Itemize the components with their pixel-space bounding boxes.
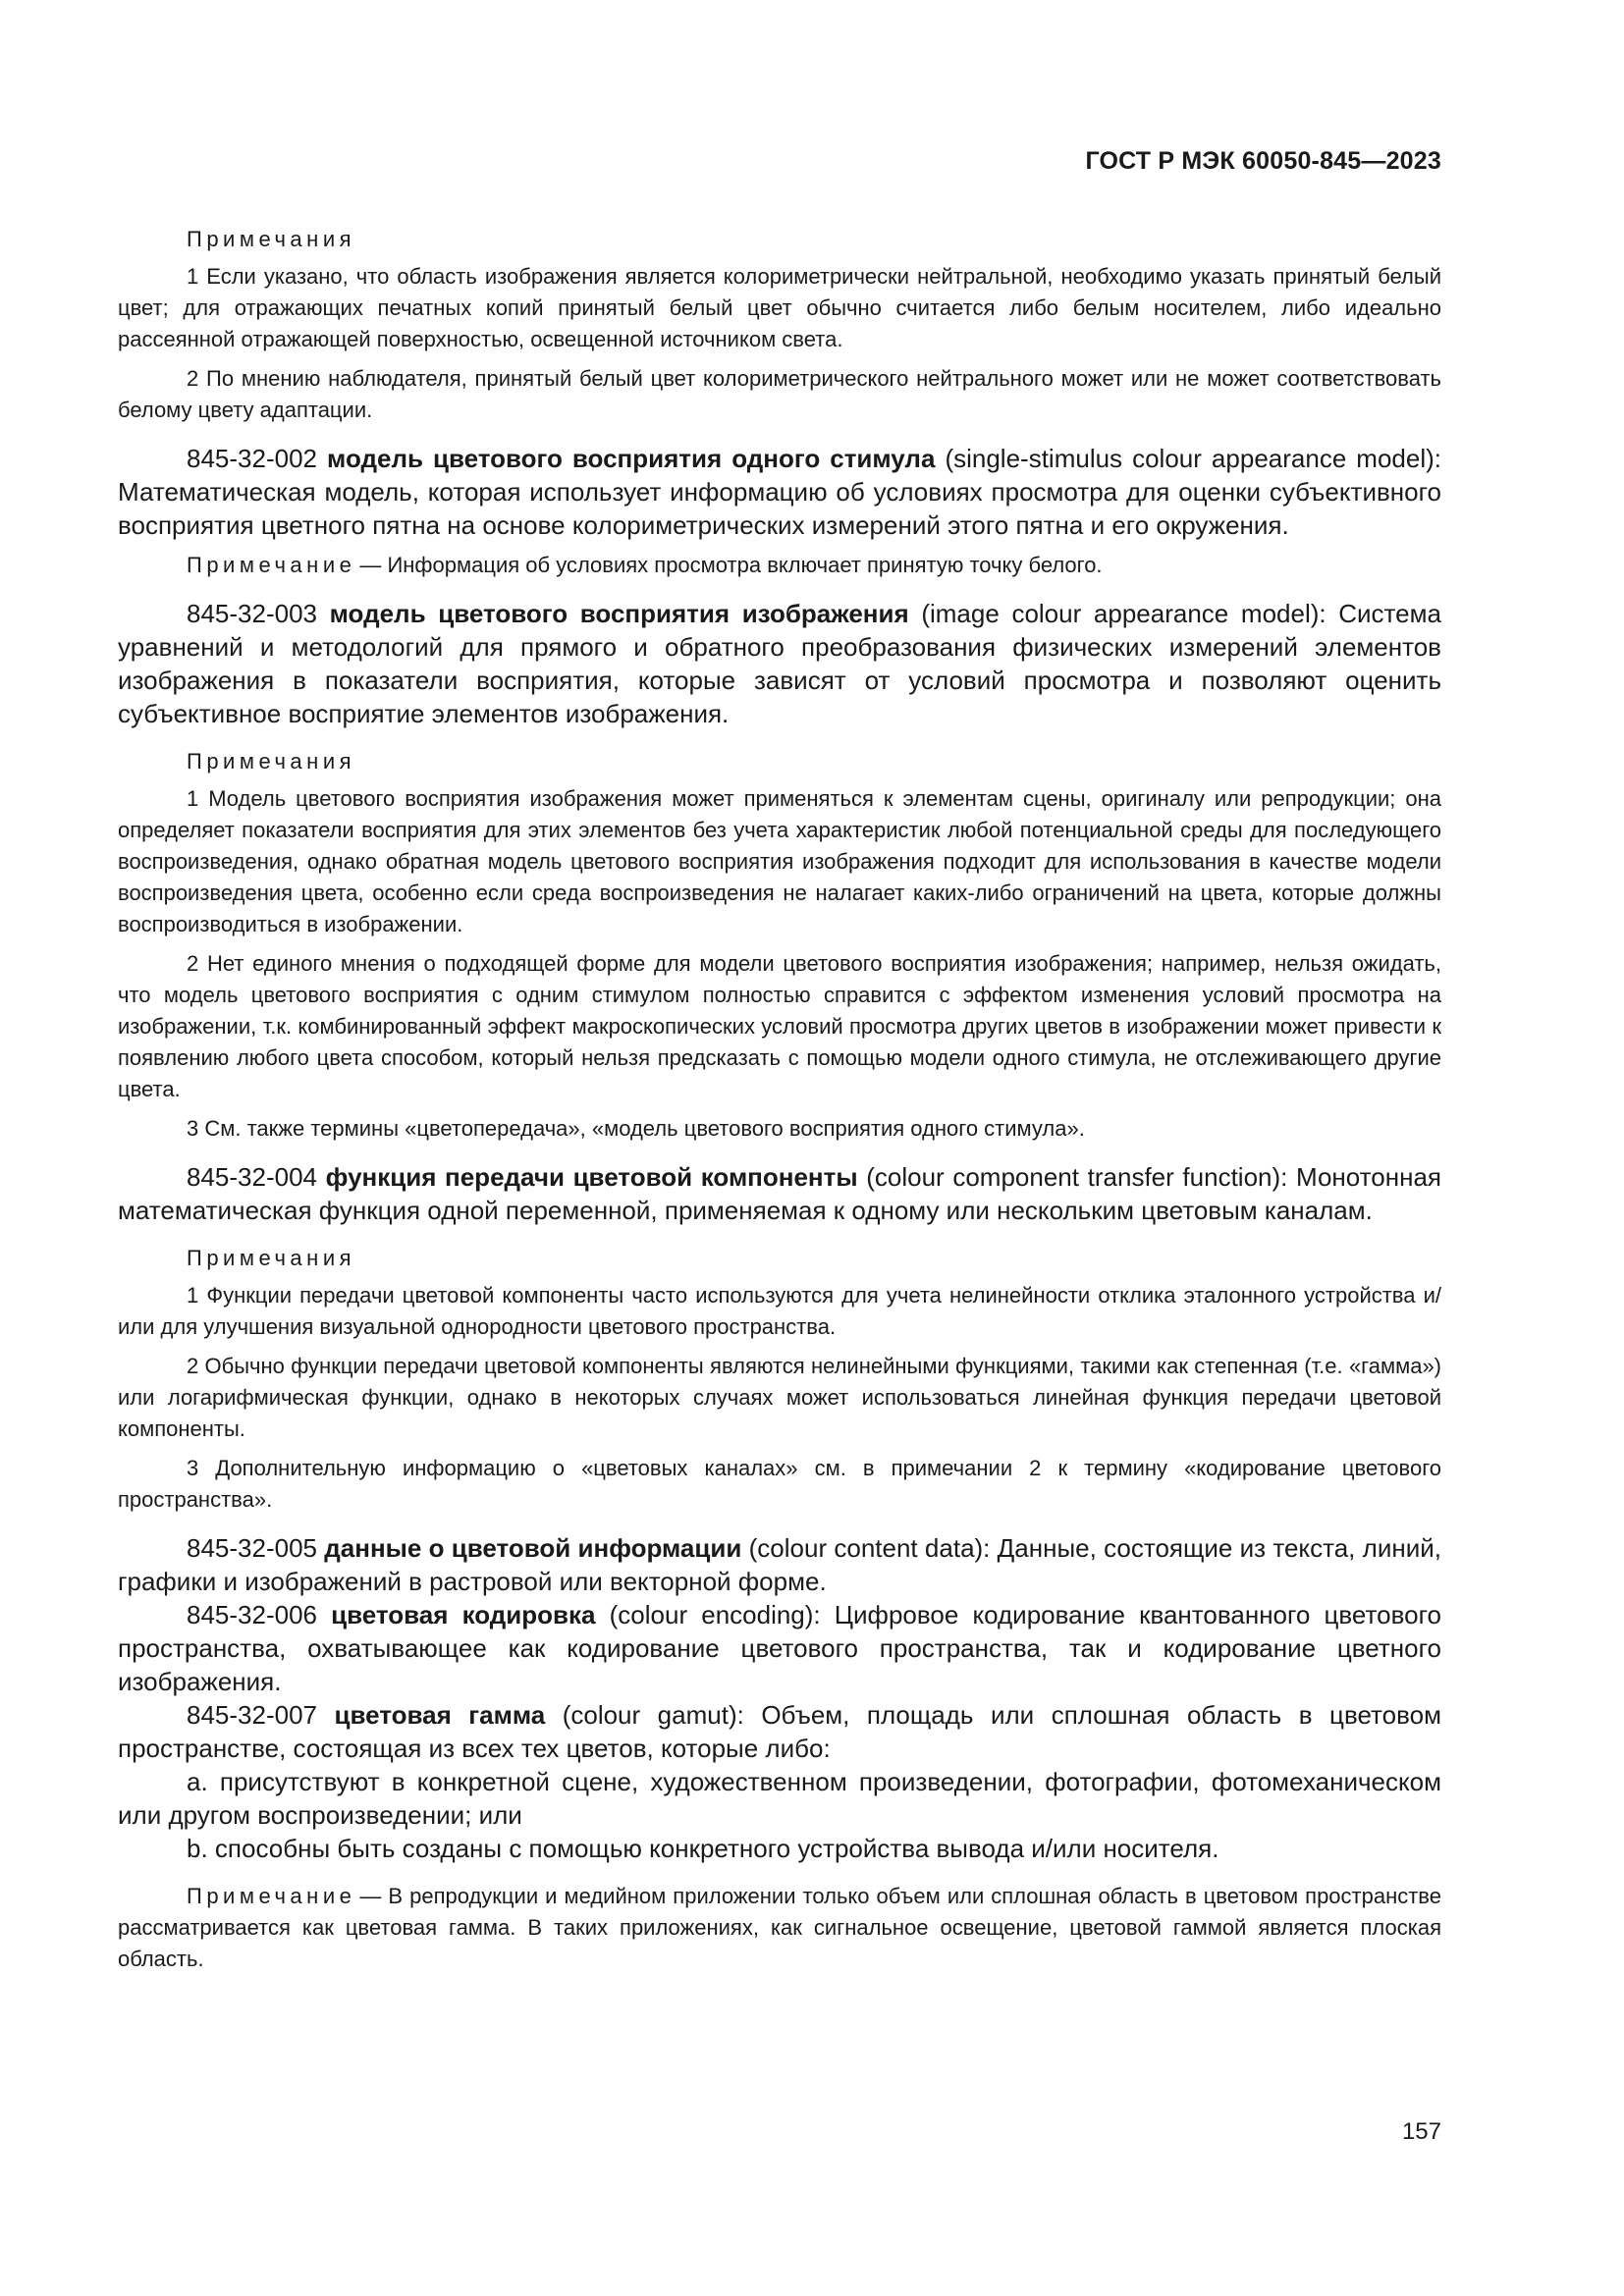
note-3: 3 Дополнительную информацию о «цветовых каналах» см. в примечании 2 к термину «кодирование цветового пространства». xyxy=(118,1456,1441,1512)
notes-heading: Примечания xyxy=(187,1246,356,1270)
term-name: модель цветового восприятия изображения xyxy=(329,599,909,628)
term-845-32-003 xyxy=(118,597,1441,730)
list-item-a: a. присутствуют в конкретной сцене, художественном произведении, фотографии, фотомеханическом или другом воспроизведении; или xyxy=(118,1767,1441,1830)
notes-heading: Примечания xyxy=(187,749,356,774)
page-content xyxy=(118,224,1441,1983)
term-845-32-007 xyxy=(118,1698,1441,1765)
note-2: 2 Обычно функции передачи цветовой компоненты являются нелинейными функциями, такими как степенная (т.е. «гамма») или логарифмическая функции, однако в некоторых случаях может использоваться линейная функция передачи цветовой компоненты. xyxy=(118,1354,1441,1441)
term-code: 845-32-005 xyxy=(187,1533,317,1563)
term-definition: (colour encoding): Цифровое кодирование квантованного цветового пространства, охватывающее как кодирование цветового пространства, так и кодирование цветного изображения. xyxy=(118,1600,1441,1696)
term-code: 845-32-003 xyxy=(187,599,317,628)
note-text: — Информация об условиях просмотра включает принятую точку белого. xyxy=(359,553,1103,577)
term-definition: (image colour appearance model): Система уравнений и методологий для прямого и обратного преобразования физических измерений элементов изображения в показатели восприятия, которые зависят от условий просмотра и позволяют оценить субъективное восприятие элементов изображения. xyxy=(118,599,1441,728)
note-1: 1 Функции передачи цветовой компоненты часто используются для учета нелинейности отклика эталонного устройства и/или для улучшения визуальной однородности цветового пространства. xyxy=(118,1283,1441,1339)
list-item-b: b. способны быть созданы с помощью конкретного устройства вывода и/или носителя. xyxy=(187,1834,1219,1863)
term-name: модель цветового восприятия одного стимула xyxy=(327,444,936,473)
term-definition: (single-stimulus colour appearance model): Математическая модель, которая использует информацию об условиях просмотра для оценки субъективного восприятия цветного пятна на основе колориметрических измерений этого пятна и его окружения. xyxy=(118,444,1442,540)
term-code: 845-32-006 xyxy=(187,1600,317,1629)
term-definition: (colour gamut): Объем, площадь или сплошная область в цветовом пространстве, состоящая из всех тех цветов, которые либо: xyxy=(118,1700,1441,1763)
note-1: 1 Модель цветового восприятия изображения может применяться к элементам сцены, оригиналу или репродукции; она определяет показатели восприятия для этих элементов без учета характеристик любой потенциальной среды для последующего воспроизведения, однако обратная модель цветового восприятия изображения подходит для использования в качестве модели воспроизведения цвета, особенно если среда воспроизведения не налагает каких-либо ограничений на цвета, которые должны воспроизводиться в изображении. xyxy=(118,786,1441,936)
term-note xyxy=(118,550,1441,581)
note-3: 3 См. также термины «цветопередача», «модель цветового восприятия одного стимула». xyxy=(187,1116,1085,1141)
term-name: цветовая кодировка xyxy=(331,1600,596,1629)
term-name: функция передачи цветовой компоненты xyxy=(325,1162,858,1192)
term-code: 845-32-007 xyxy=(187,1700,317,1730)
term-845-32-006 xyxy=(118,1598,1441,1698)
term-code: 845-32-002 xyxy=(187,444,317,473)
term-name: цветовая гамма xyxy=(334,1700,546,1730)
note-label: Примечание xyxy=(187,1884,356,1908)
term-name: данные о цветовой информации xyxy=(324,1533,742,1563)
term-845-32-002 xyxy=(118,442,1441,542)
note-label: Примечание xyxy=(187,553,356,577)
term-845-32-004 xyxy=(118,1160,1441,1227)
notes-heading: Примечания xyxy=(187,227,356,251)
term-845-32-005 xyxy=(118,1531,1441,1598)
note-2: 2 По мнению наблюдателя, принятый белый цвет колориметрического нейтрального может или не может соответствовать белому цвету адаптации. xyxy=(118,366,1441,422)
page-number: 157 xyxy=(1401,2118,1441,2145)
term-definition: (colour content data): Данные, состоящие из текста, линий, графики и изображений в растровой или векторной форме. xyxy=(118,1533,1441,1596)
note-1: 1 Если указано, что область изображения является колориметрически нейтральной, необходимо указать принятый белый цвет; для отражающих печатных копий принятый белый цвет обычно считается либо белым носителем, либо идеально рассеянной отражающей поверхностью, освещенной источником света. xyxy=(118,264,1441,351)
term-note xyxy=(118,1881,1441,1975)
note-2: 2 Нет единого мнения о подходящей форме для модели цветового восприятия изображения; например, нельзя ожидать, что модель цветового восприятия с одним стимулом полностью справится с эффектом изменения условий просмотра на изображении, т.к. комбинированный эффект макроскопических условий просмотра других цветов в изображении может привести к появлению любого цвета способом, который нельзя предсказать с помощью модели одного стимула, не отслеживающего другие цвета. xyxy=(118,951,1441,1101)
term-definition: (colour component transfer function): Монотонная математическая функция одной переменной, применяемая к одному или нескольким цветовым каналам. xyxy=(118,1162,1442,1225)
note-text: — В репродукции и медийном приложении только объем или сплошная область в цветовом пространстве рассматривается как цветовая гамма. В таких приложениях, как сигнальное освещение, цветовой гаммой является плоская область. xyxy=(118,1884,1441,1971)
document-header: ГОСТ Р МЭК 60050-845—2023 xyxy=(1085,147,1441,175)
term-code: 845-32-004 xyxy=(187,1162,317,1192)
